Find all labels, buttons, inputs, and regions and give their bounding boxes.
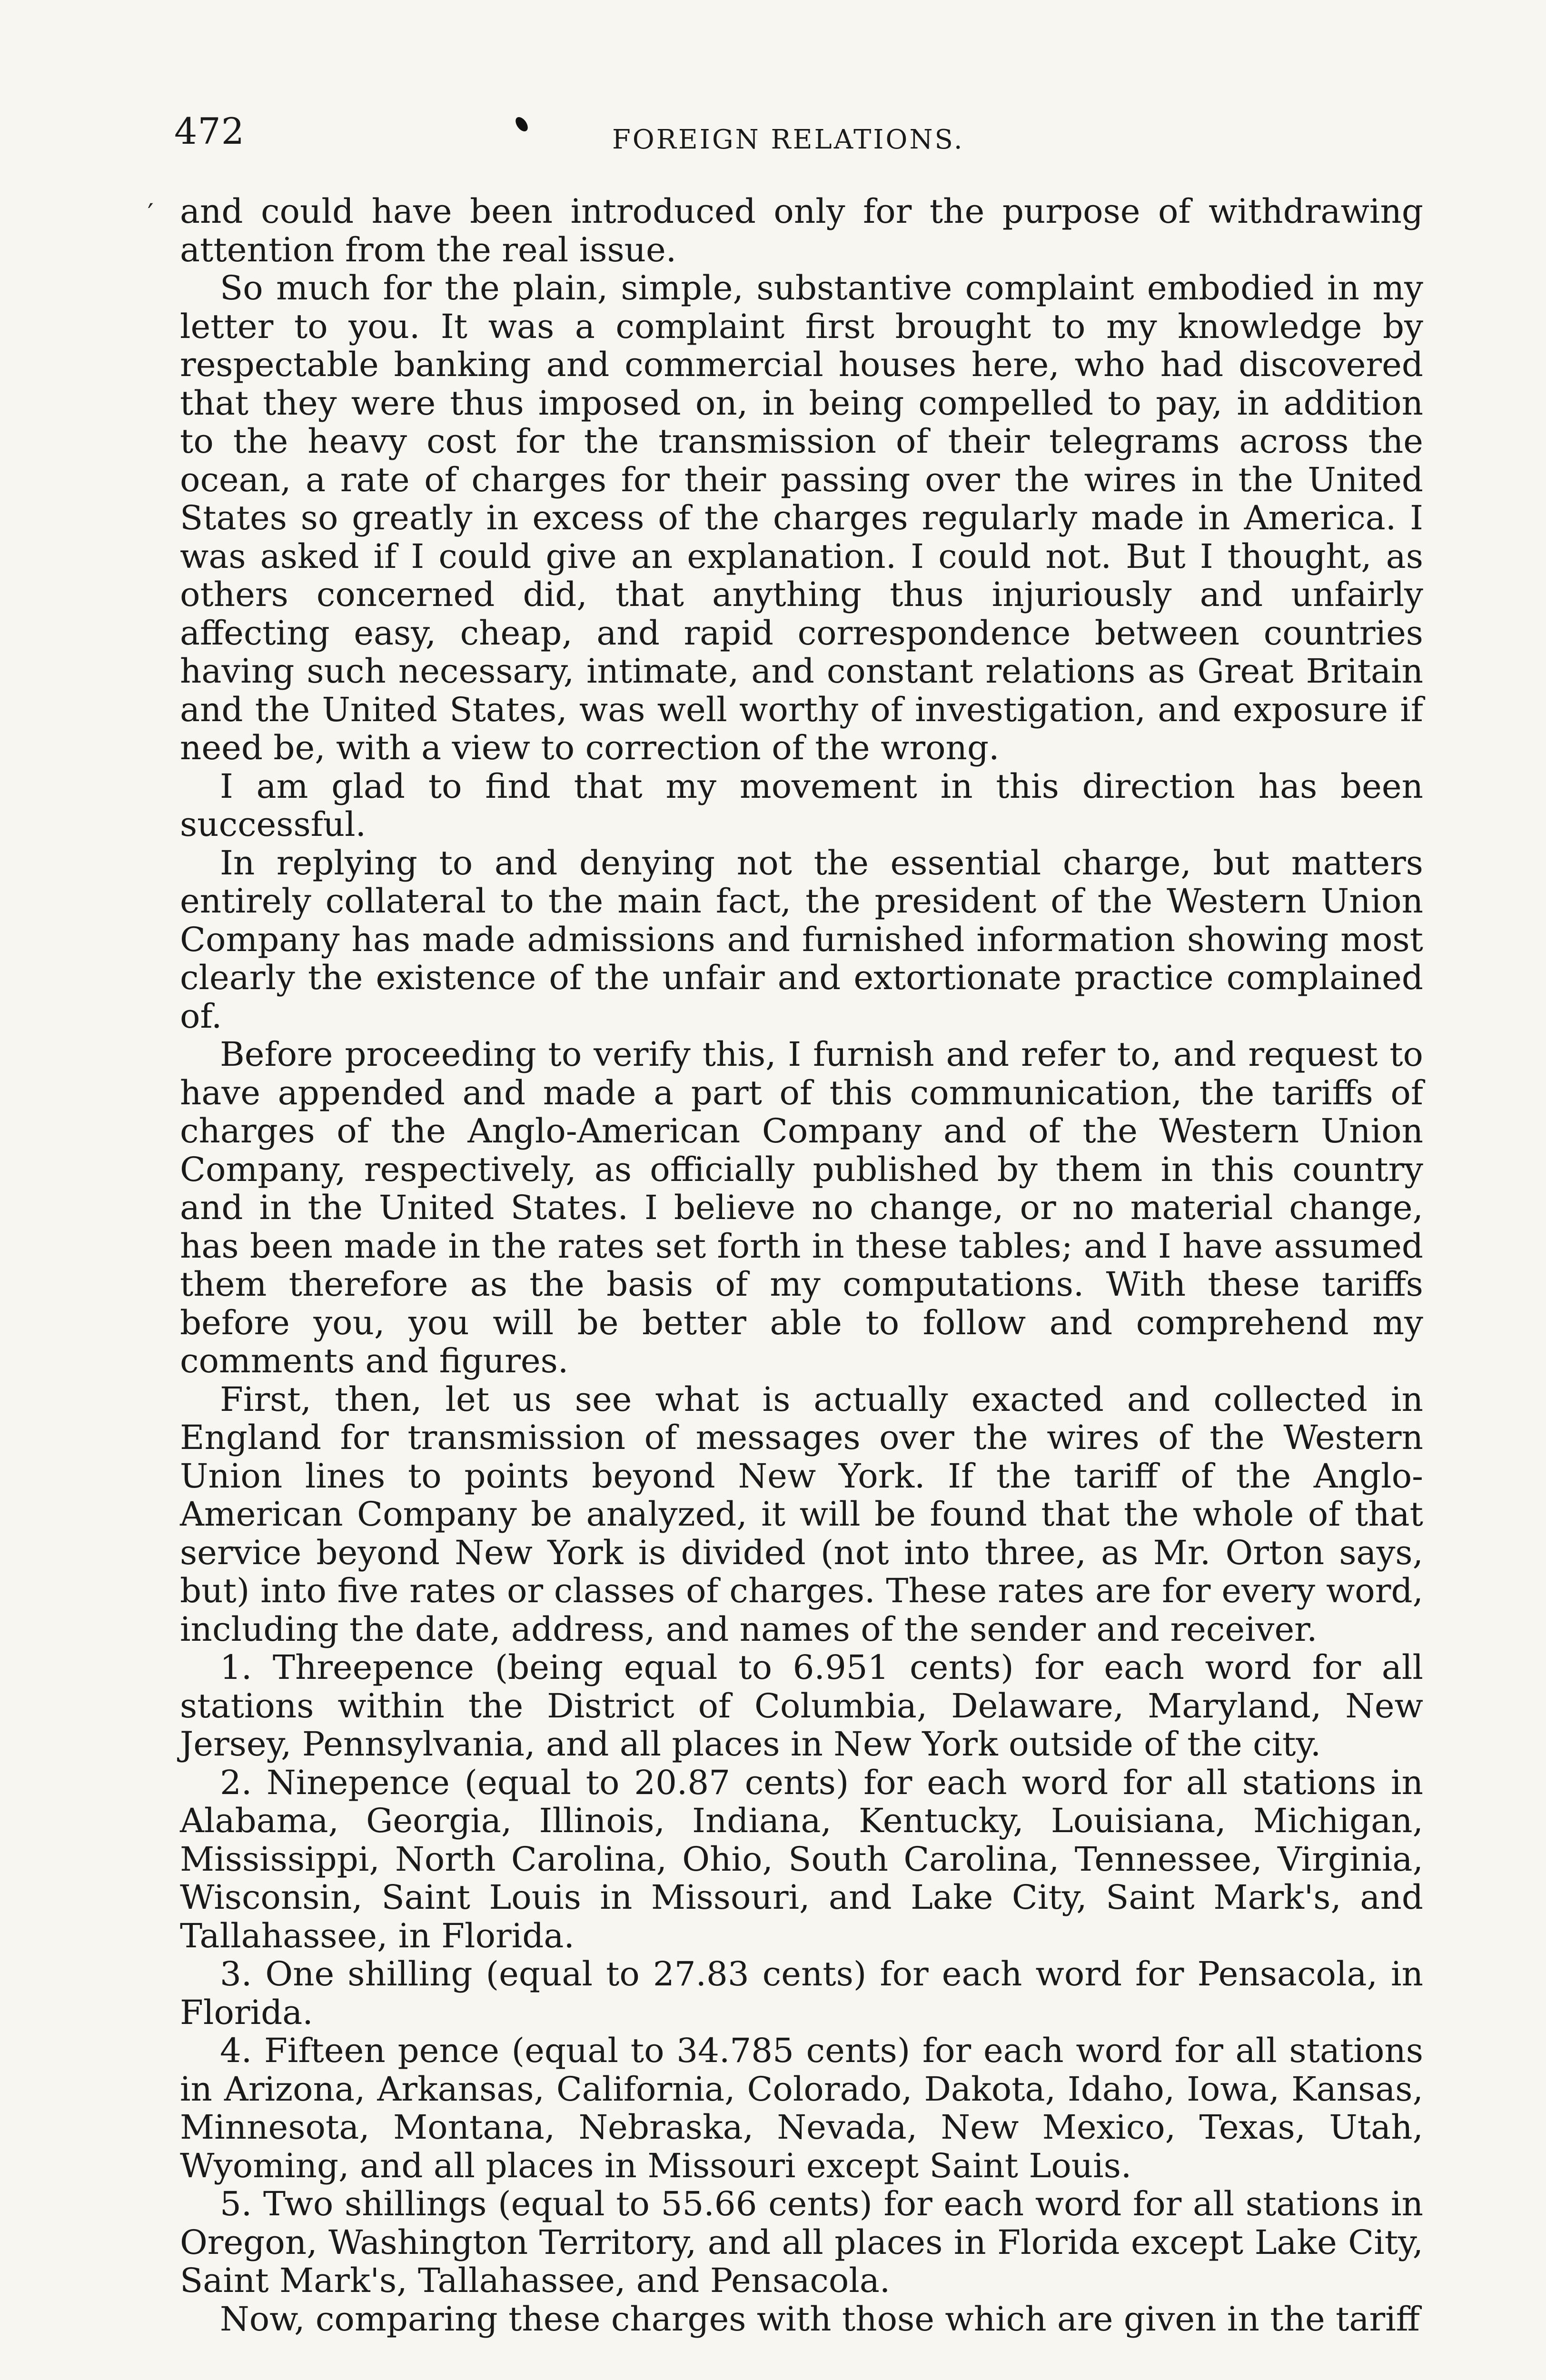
running-head: FOREIGN RELATIONS. bbox=[612, 124, 964, 155]
ink-blot-mark bbox=[513, 115, 530, 133]
paragraph: So much for the plain, simple, substantive complaint embodied in my letter to you. It was a complaint first brought to my knowledge by respectable banking and commercial houses here, who had discovered that they were thus imposed on, in being compelled to pay, in addition to the heavy cost for the transmission of their telegrams across the ocean, a rate of charges for their passing over the wires in the United States so greatly in excess of the charges regularly made in America. I was asked if I could give an explanation. I could not. But I thought, as others concerned did, that anything thus injuriously and unfairly affecting easy, cheap, and rapid correspondence between countries having such necessary, intimate, and constant relations as Great Britain and the United States, was well worthy of investigation, and exposure if need be, with a view to correction of the wrong. bbox=[180, 268, 1423, 767]
rate-list-item: 5. Two shillings (equal to 55.66 cents) for each word for all stations in Oregon, Washington Territory, and all places in Florida except Lake City, Saint Mark's, Tallahassee, and Pensacola. bbox=[180, 2184, 1423, 2300]
paragraph: I am glad to find that my movement in this direction has been successful. bbox=[180, 766, 1423, 844]
paragraph: In replying to and denying not the essential charge, but matters entirely collateral to the main fact, the president of the Western Union Company has made admissions and furnished information showing most clearly the existence of the unfair and extortionate practice complained of. bbox=[180, 843, 1423, 1036]
rate-list-item: 3. One shilling (equal to 27.83 cents) for each word for Pensacola, in Florida. bbox=[180, 1954, 1423, 2032]
body-text bbox=[180, 192, 1423, 2338]
paragraph: First, then, let us see what is actually exacted and collected in England for transmission of messages over the wires of the Western Union lines to points beyond New York. If the tariff of the Anglo-American Company be analyzed, it will be found that the whole of that service beyond New York is divided (not into three, as Mr. Orton says, but) into five rates or classes of charges. These rates are for every word, including the date, address, and names of the sender and receiver. bbox=[180, 1379, 1423, 1649]
page-header bbox=[174, 110, 1431, 170]
rate-list-item: 4. Fifteen pence (equal to 34.785 cents) for each word for all stations in Arizona, Arkansas, California, Colorado, Dakota, Idaho, Iowa, Kansas, Minnesota, Montana, Nebraska, Nevada, New Mexico, Texas, Utah, Wyoming, and all places in Missouri except Saint Louis. bbox=[180, 2031, 1423, 2185]
page-number: 472 bbox=[174, 110, 245, 152]
margin-tick-mark: ′ bbox=[148, 198, 154, 229]
paragraph: Now, comparing these charges with those which are given in the tariff bbox=[220, 2299, 1420, 2339]
rate-list-item: 1. Threepence (being equal to 6.951 cents) for each word for all stations within the District of Columbia, Delaware, Maryland, New Jersey, Pennsylvania, and all places in New York outside of the city. bbox=[180, 1648, 1423, 1764]
rate-list-item: 2. Ninepence (equal to 20.87 cents) for each word for all stations in Alabama, Georgia, Illinois, Indiana, Kentucky, Louisiana, Michigan, Mississippi, North Carolina, Ohio, South Carolina, Tennessee, Virginia, Wisconsin, Saint Louis in Missouri, and Lake City, Saint Mark's, and Tallahassee, in Florida. bbox=[180, 1763, 1423, 1955]
paragraph: Before proceeding to verify this, I furnish and refer to, and request to have appended and made a part of this communication, the tariffs of charges of the Anglo-American Company and of the Western Union Company, respectively, as officially published by them in this country and in the United States. I believe no change, or no material change, has been made in the rates set forth in these tables; and I have assumed them therefore as the basis of my computations. With these tariffs before you, you will be better able to follow and comprehend my comments and figures. bbox=[180, 1035, 1423, 1380]
paragraph-continuation: and could have been introduced only for the purpose of withdrawing attention from the real issue. bbox=[180, 192, 1423, 269]
